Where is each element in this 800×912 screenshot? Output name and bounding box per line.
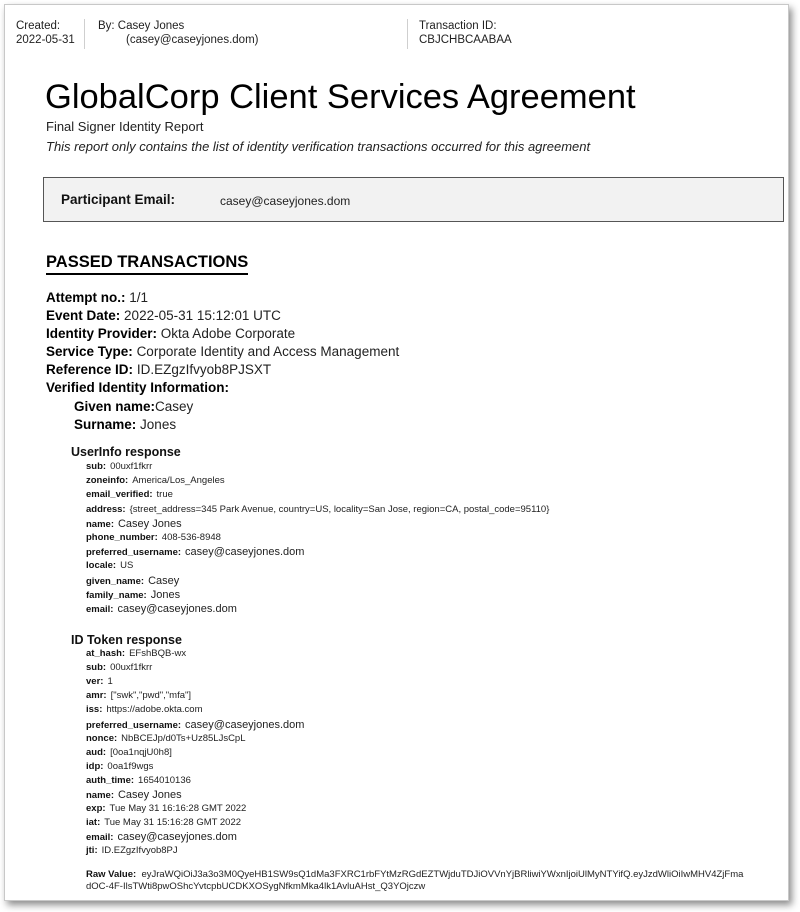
author-block <box>98 19 258 47</box>
field-key: jti: <box>86 845 98 857</box>
field-key: ver: <box>86 676 104 688</box>
author-name: By: Casey Jones <box>98 20 185 32</box>
field-value: America/Los_Angeles <box>132 475 225 487</box>
field-value: 0oa1f9wgs <box>107 760 154 772</box>
field-value: Jones <box>140 417 177 432</box>
field-key: exp: <box>86 803 106 815</box>
reference-id-row <box>46 361 271 378</box>
field-value: ["swk","pwd","mfa"] <box>110 690 192 702</box>
response-field <box>86 648 186 660</box>
field-key: preferred_username: <box>86 719 182 731</box>
field-value: 408-536-8948 <box>161 532 221 543</box>
field-key: address: <box>86 503 126 515</box>
raw-value-line1: eyJraWQiOiJ3a3o3M0QyeHB1SW9sQ1dMa3FXRC1rbFYtMzRGdEZTWjduTDJiOVVnYjBRliwiYWxnIjoiUlMyNTYifQ.eyJzdWliOiIwMHV4ZjFma <box>141 869 744 880</box>
field-key: email_verified: <box>86 489 153 501</box>
field-label: Event Date: <box>46 308 121 323</box>
field-label: Surname: <box>74 417 137 432</box>
field-key: idp: <box>86 760 104 772</box>
field-value: Corporate Identity and Access Management <box>136 344 400 359</box>
field-value: ID.EZgzIfvyob8PJ <box>101 845 178 857</box>
response-field <box>86 532 221 544</box>
transaction-label: Transaction ID: <box>419 20 497 32</box>
attempt-row <box>46 289 148 306</box>
field-key: iss: <box>86 704 103 716</box>
field-key: preferred_username: <box>86 547 182 559</box>
field-value: casey@caseyjones.dom <box>117 831 237 844</box>
field-value: 00uxf1fkrr <box>110 461 153 472</box>
field-key: phone_number: <box>86 532 158 543</box>
field-key: amr: <box>86 690 107 702</box>
response-field <box>86 603 237 616</box>
field-value: 1/1 <box>129 290 149 305</box>
transaction-block <box>419 19 512 47</box>
surname-row <box>74 416 176 433</box>
field-value: 00uxf1fkrr <box>110 662 153 674</box>
author-email: (casey@caseyjones.dom) <box>126 34 259 46</box>
response-field <box>86 704 203 716</box>
field-value: Okta Adobe Corporate <box>160 326 296 341</box>
field-label: Attempt no.: <box>46 290 126 305</box>
userinfo-heading: UserInfo response <box>71 445 181 459</box>
response-field <box>86 575 179 588</box>
header-divider <box>84 19 85 49</box>
field-key: sub: <box>86 461 107 472</box>
field-value: Tue May 31 15:16:28 GMT 2022 <box>104 817 242 829</box>
field-label: Identity Provider: <box>46 326 158 341</box>
field-key: zoneinfo: <box>86 475 129 487</box>
field-key: nonce: <box>86 732 118 744</box>
field-value: Casey <box>155 399 194 414</box>
field-value: https://adobe.okta.com <box>106 704 203 716</box>
response-field <box>86 560 133 572</box>
response-field <box>86 831 237 844</box>
response-field <box>86 546 304 559</box>
response-field <box>86 817 241 829</box>
field-key: aud: <box>86 746 107 758</box>
field-key: family_name: <box>86 589 147 601</box>
field-value: Casey <box>148 574 180 587</box>
response-field <box>86 690 191 702</box>
created-block <box>16 19 75 47</box>
header-divider <box>407 19 408 49</box>
response-field <box>86 845 178 857</box>
given-name-row <box>74 398 193 415</box>
response-field <box>86 733 246 745</box>
response-field <box>86 719 304 732</box>
field-value: 1 <box>107 676 113 688</box>
field-key: auth_time: <box>86 774 135 786</box>
field-key: email: <box>86 832 114 844</box>
response-field <box>86 475 225 487</box>
field-key: sub: <box>86 662 107 674</box>
field-value: EFshBQB-wx <box>129 648 187 659</box>
field-value: true <box>156 489 173 501</box>
response-field <box>86 775 191 787</box>
field-value: Casey Jones <box>117 789 182 801</box>
document-subtitle: Final Signer Identity Report <box>46 119 204 134</box>
response-field <box>86 662 152 674</box>
field-label: Verified Identity Information: <box>46 380 230 395</box>
response-field <box>86 518 182 531</box>
section-heading: PASSED TRANSACTIONS <box>46 253 248 275</box>
field-value: casey@caseyjones.dom <box>185 546 305 559</box>
verified-identity-row <box>46 379 229 396</box>
idtoken-heading: ID Token response <box>71 633 182 647</box>
document-title: GlobalCorp Client Services Agreement <box>45 78 636 116</box>
field-value: Jones <box>150 588 181 601</box>
identity-provider-row <box>46 325 295 342</box>
field-value: Tue May 31 16:16:28 GMT 2022 <box>109 803 247 815</box>
participant-box <box>43 177 784 222</box>
created-label: Created: <box>16 20 61 32</box>
response-field <box>86 504 549 516</box>
raw-value-row <box>86 869 776 893</box>
field-value: 2022-05-31 15:12:01 UTC <box>124 308 281 323</box>
field-key: iat: <box>86 817 101 829</box>
field-value: casey@caseyjones.dom <box>185 718 305 731</box>
created-date: 2022-05-31 <box>16 34 75 46</box>
participant-label: Participant Email: <box>61 192 176 207</box>
field-value: Casey Jones <box>117 517 182 530</box>
transaction-id: CBJCHBCAABAA <box>419 34 512 46</box>
field-value: {street_address=345 Park Avenue, country=US, locality=San Jose, region=CA, postal_code=95110} <box>129 503 550 515</box>
response-field <box>86 589 180 602</box>
response-field <box>86 461 152 473</box>
response-field <box>86 789 182 802</box>
event-date-row <box>46 307 281 324</box>
field-key: email: <box>86 604 114 615</box>
field-value: ID.EZgzIfvyob8PJSXT <box>136 362 272 377</box>
participant-email: casey@caseyjones.dom <box>220 194 351 208</box>
field-value: US <box>120 560 134 572</box>
response-field <box>86 803 246 815</box>
document-description: This report only contains the list of identity verification transactions occurred for this agreement <box>46 139 591 154</box>
field-label: Reference ID: <box>46 362 134 377</box>
response-field <box>86 489 173 501</box>
field-value: 1654010136 <box>138 774 191 786</box>
raw-value-line2: dOC-4F-IlsTWti8pwOShcYvtcpbUCDKXOSygNfkmMka4lk1AvluAHst_Q3YOjczw <box>86 881 426 892</box>
field-key: name: <box>86 790 114 801</box>
response-field <box>86 747 172 759</box>
field-key: name: <box>86 518 114 530</box>
raw-value-label: Raw Value: <box>86 869 137 880</box>
response-field <box>86 761 153 773</box>
field-label: Given name: <box>74 399 156 414</box>
field-value: NbBCEJp/d0Ts+Uz85LJsCpL <box>121 732 246 744</box>
field-key: locale: <box>86 560 117 572</box>
response-field <box>86 676 113 688</box>
report-page <box>4 4 789 901</box>
service-type-row <box>46 343 399 360</box>
field-key: given_name: <box>86 575 145 587</box>
field-value: casey@caseyjones.dom <box>117 603 237 615</box>
field-label: Service Type: <box>46 344 133 359</box>
field-key: at_hash: <box>86 648 126 659</box>
field-value: [0oa1nqjU0h8] <box>110 746 172 758</box>
